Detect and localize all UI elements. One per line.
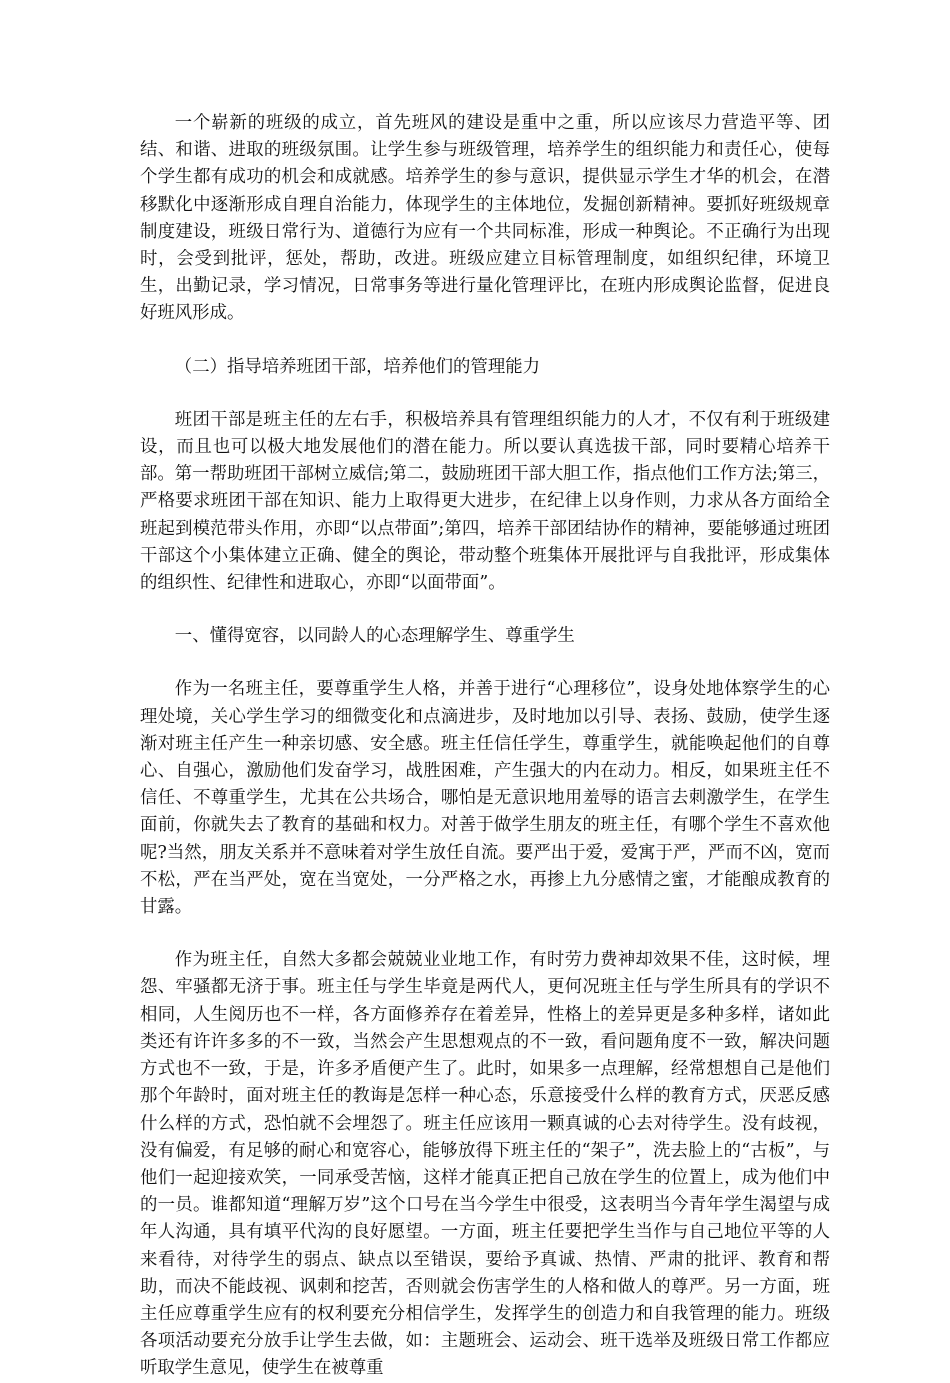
document-body (140, 110, 830, 1383)
paragraph-gap (140, 597, 830, 623)
paragraph-class-atmosphere: 一个崭新的班级的成立，首先班风的建设是重中之重，所以应该尽力营造平等、团结、和谐、进取的班级氛围。让学生参与班级管理，培养学生的组织能力和责任心，使每个学生都有成功的机会和成就感。培养学生的参与意识，提供显示学生才华的机会，在潜移默化中逐渐形成自理自治能力，体现学生的主体地位，发掘创新精神。要抓好班级规章制度建设，班级日常行为、道德行为应有一个共同标准，形成一种舆论。不正确行为出现时，会受到批评，惩处，帮助，改进。班级应建立目标管理制度，如组织纪律，环境卫生，出勤记录，学习情况，日常事务等进行量化管理评比，在班内形成舆论监督，促进良好班风形成。 (140, 113, 830, 324)
paragraph-gap (140, 650, 830, 676)
paragraph-gap (140, 328, 830, 354)
paragraph-understanding-students: 作为班主任，自然大多都会兢兢业业地工作，有时劳力费神却效果不佳，这时候，埋怨、牢骚都无济于事。班主任与学生毕竟是两代人，更何况班主任与学生所具有的学识不相同，人生阅历也不一样，各方面修养存在着差异，性格上的差异更是多种多样，诸如此类还有许许多多的不一致，当然会产生思想观点的不一致，看问题角度不一致，解决问题方式也不一致，于是，许多矛盾便产生了。此时，如果多一点理解，经常想想自己是他们那个年龄时，面对班主任的教诲是怎样一种心态，乐意接受什么样的教育方式，厌恶反感什么样的方式，恐怕就不会埋怨了。班主任应该用一颗真诚的心去对待学生。没有歧视，没有偏爱，有足够的耐心和宽容心，能够放得下班主任的“架子”，洗去脸上的“古板”，与他们一起迎接欢笑，一同承受苦恼，这样才能真正把自己放在学生的位置上，成为他们中的一员。谁都知道“理解万岁”这个口号在当今学生中很受，这表明当今青年学生渴望与成年人沟通，具有填平代沟的良好愿望。一方面，班主任要把学生当作与自己地位平等的人来看待，对待学生的弱点、缺点以至错误，要给予真诚、热情、严肃的批评、教育和帮助，而决不能歧视、讽刺和挖苦，否则就会伤害学生的人格和做人的尊严。另一方面，班主任应尊重学生应有的权利要充分相信学生，发挥学生的创造力和自我管理的能力。班级各项活动要充分放手让学生去做，如：主题班会、运动会、班干选举及班级日常工作都应听取学生意见，使学生在被尊重 (140, 950, 830, 1379)
paragraph-gap (140, 381, 830, 407)
section-heading-tolerance: 一、懂得宽容，以同龄人的心态理解学生、尊重学生 (174, 626, 575, 647)
paragraph-gap (140, 921, 830, 947)
paragraph-class-cadres: 班团干部是班主任的左右手，积极培养具有管理组织能力的人才，不仅有利于班级建设，而且也可以极大地发展他们的潜在能力。所以要认真选拔干部，同时要精心培养干部。第一帮助班团干部树立威信;第二，鼓励班团干部大胆工作，指点他们工作方法;第三，严格要求班团干部在知识、能力上取得更大进步，在纪律上以身作则，力求从各方面给全班起到模范带头作用，亦即“以点带面”;第四，培养干部团结协作的精神，要能够通过班团干部这个小集体建立正确、健全的舆论，带动整个班集体开展批评与自我批评，形成集体的组织性、纪律性和进取心，亦即“以面带面”。 (140, 409, 830, 594)
paragraph-respect-students: 作为一名班主任，要尊重学生人格，并善于进行“心理移位”，设身处地体察学生的心理处境，关心学生学习的细微变化和点滴进步，及时地加以引导、表扬、鼓励，使学生逐渐对班主任产生一种亲切感、安全感。班主任信任学生，尊重学生，就能唤起他们的自尊心、自强心，激励他们发奋学习，战胜困难，产生强大的内在动力。相反，如果班主任不信任、不尊重学生，尤其在公共场合，哪怕是无意识地用羞辱的语言去刺激学生，在学生面前，你就失去了教育的基础和权力。对善于做学生朋友的班主任，有哪个学生不喜欢他呢?当然，朋友关系并不意味着对学生放任自流。要严出于爱，爱寓于严，严而不凶，宽而不松，严在当严处，宽在当宽处，一分严格之水，再掺上九分感情之蜜，才能酿成教育的甘露。 (140, 679, 830, 918)
section-heading-cadres: （二）指导培养班团干部，培养他们的管理能力 (174, 356, 541, 377)
